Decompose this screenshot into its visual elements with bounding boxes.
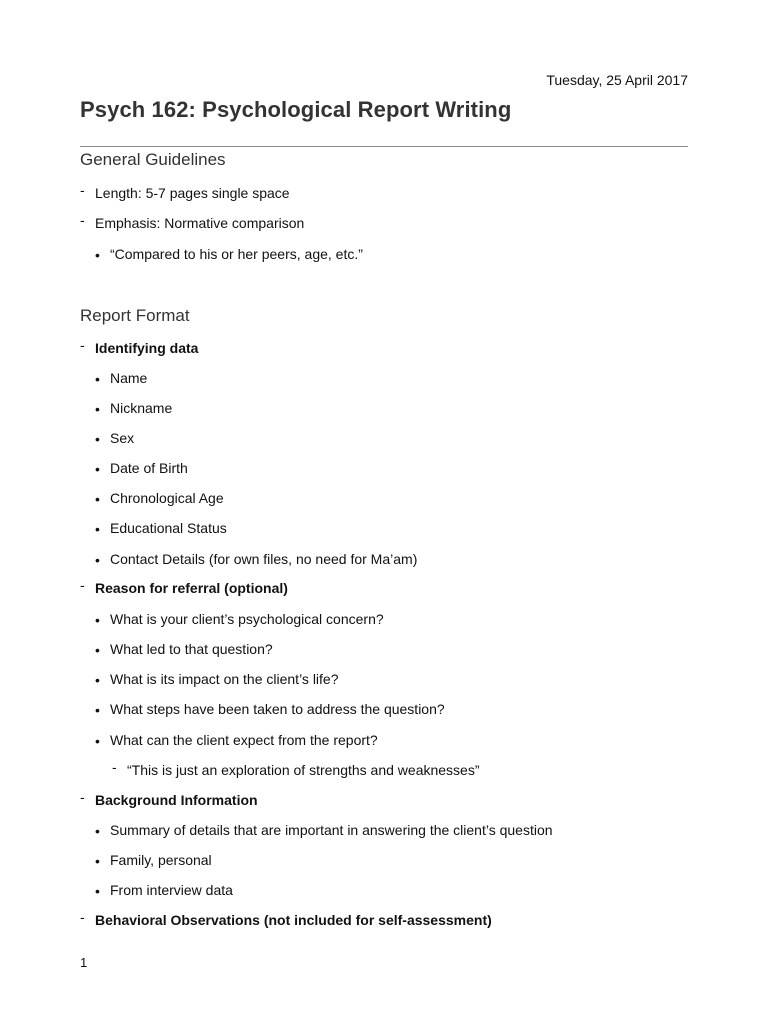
bullet-marker: • [95,883,100,899]
dash-marker: - [112,759,117,775]
bullet-marker: • [95,823,100,839]
document-date: Tuesday, 25 April 2017 [546,72,688,88]
bullet-marker: • [95,371,100,387]
list-item-text: What is your client’s psychological concern? [110,611,384,627]
list-item-text: Chronological Age [110,490,224,506]
dash-marker: - [80,577,85,593]
list-item-text: Length: 5-7 pages single space [95,185,290,201]
page-number: 1 [80,955,88,970]
list-item-text: Nickname [110,400,173,416]
dash-marker: - [80,182,85,198]
bullet-marker: • [95,491,100,507]
bullet-marker: • [95,521,100,537]
list-item-text: Date of Birth [110,460,188,476]
dash-marker: - [80,212,85,228]
list-item-heading: Behavioral Observations (not included for self-assessment) [95,912,492,928]
section-heading-report-format: Report Format [80,306,190,325]
list-item-text: From interview data [110,882,233,898]
bullet-marker: • [95,642,100,658]
bullet-marker: • [95,401,100,417]
list-item-heading: Identifying data [95,340,199,356]
list-item-text: What can the client expect from the report? [110,732,378,748]
list-item-text: Summary of details that are important in answering the client’s question [110,822,553,838]
bullet-marker: • [95,612,100,628]
list-item-text: “Compared to his or her peers, age, etc.” [110,246,363,262]
section-heading-general-guidelines: General Guidelines [80,150,226,169]
document-title: Psych 162: Psychological Report Writing [80,97,512,122]
list-item-heading: Reason for referral (optional) [95,580,288,596]
list-item-text: What steps have been taken to address the question? [110,701,445,717]
dash-marker: - [80,789,85,805]
dash-marker: - [80,337,85,353]
list-item-text: What led to that question? [110,641,273,657]
list-item-heading: Background Information [95,792,258,808]
bullet-marker: • [95,672,100,688]
bullet-marker: • [95,552,100,568]
bullet-marker: • [95,702,100,718]
list-item-text: Contact Details (for own files, no need for Ma’am) [110,551,418,567]
list-item-text: Sex [110,430,135,446]
bullet-marker: • [95,461,100,477]
title-divider [80,146,688,147]
bullet-marker: • [95,853,100,869]
bullet-marker: • [95,431,100,447]
bullet-marker: • [95,733,100,749]
list-item-text: Educational Status [110,520,227,536]
dash-marker: - [80,909,85,925]
list-item-text: What is its impact on the client’s life? [110,671,339,687]
list-item-text: “This is just an exploration of strengths and weaknesses” [127,762,480,778]
list-item-text: Family, personal [110,852,212,868]
list-item-text: Name [110,370,148,386]
list-item-text: Emphasis: Normative comparison [95,215,305,231]
bullet-marker: • [95,247,100,263]
